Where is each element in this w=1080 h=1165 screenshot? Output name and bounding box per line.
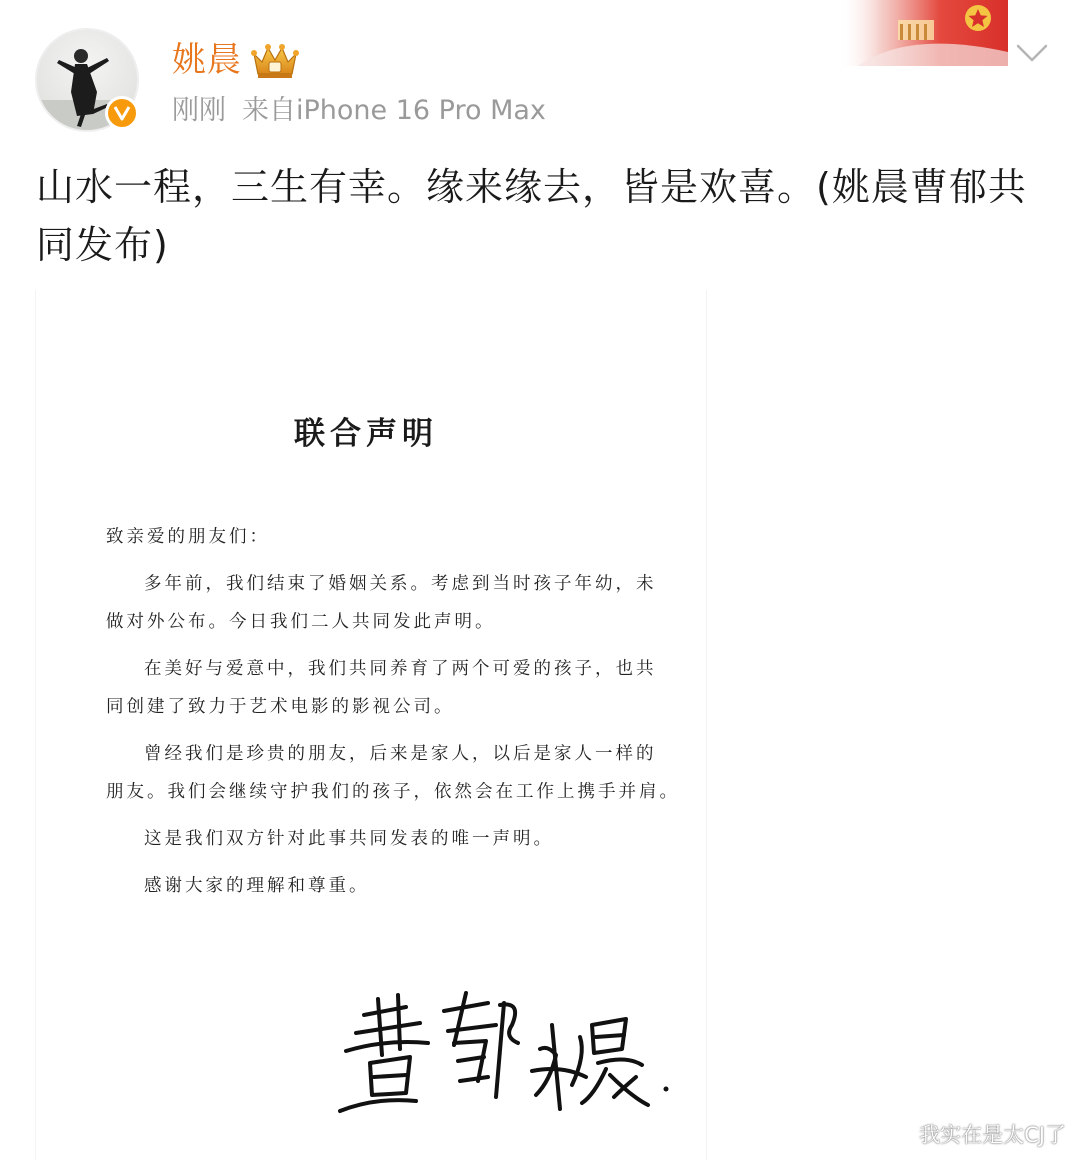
statement-image[interactable]: [35, 290, 707, 1160]
statement-greeting: 致亲爱的朋友们：: [106, 527, 270, 547]
statement-line: 朋友。我们会继续守护我们的孩子，依然会在工作上携手并肩。: [106, 782, 680, 802]
statement-line: 感谢大家的理解和尊重。: [144, 876, 370, 896]
post-time: 刚刚: [172, 95, 226, 126]
handwritten-signature: [336, 985, 676, 1125]
statement-line: 这是我们双方针对此事共同发表的唯一声明。: [144, 829, 554, 849]
chevron-down-icon[interactable]: [1012, 38, 1052, 68]
watermark: 我实在是太CJ了: [919, 1123, 1066, 1147]
verified-badge-icon: [105, 96, 139, 130]
statement-body: [106, 518, 680, 905]
statement-line: 做对外公布。今日我们二人共同发此声明。: [106, 612, 496, 632]
post-source: 来自iPhone 16 Pro Max: [242, 95, 546, 126]
username[interactable]: 姚晨: [172, 40, 242, 80]
post-text: 山水一程，三生有幸。缘来缘去，皆是欢喜。(姚晨曹郁共同发布): [36, 165, 1027, 267]
flag-decoration-icon: [838, 0, 1008, 66]
crown-icon[interactable]: [250, 40, 300, 80]
post-meta: [172, 92, 546, 130]
statement-title: 联合声明: [294, 416, 438, 452]
statement-line: 同创建了致力于艺术电影的影视公司。: [106, 697, 455, 717]
statement-line: 多年前，我们结束了婚姻关系。考虑到当时孩子年幼，未: [144, 574, 657, 594]
statement-line: 在美好与爱意中，我们共同养育了两个可爱的孩子，也共: [144, 659, 657, 679]
statement-line: 曾经我们是珍贵的朋友，后来是家人，以后是家人一样的: [144, 744, 657, 764]
post-header: [0, 0, 1080, 145]
avatar[interactable]: [35, 28, 139, 132]
